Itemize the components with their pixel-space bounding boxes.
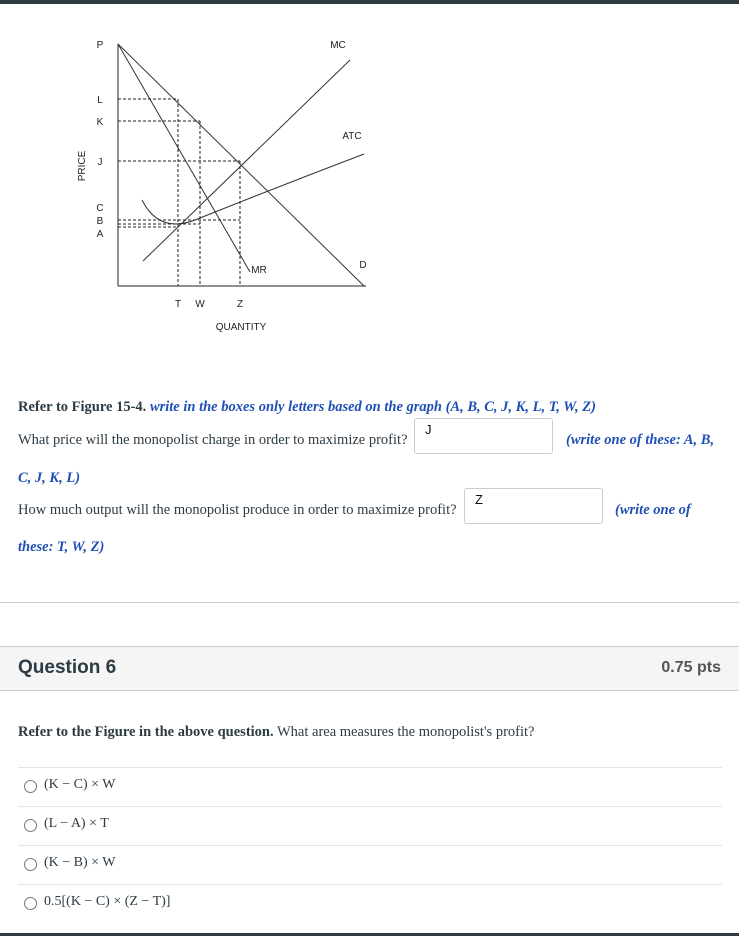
- answer-option-label: (L − A) × T: [44, 816, 109, 831]
- answer-option-label: 0.5[(K − C) × (Z − T)]: [44, 894, 171, 909]
- question-points: 0.75 pts: [661, 659, 721, 676]
- monopoly-figure: [0, 4, 400, 344]
- answer-option[interactable]: [18, 767, 722, 806]
- q5-intro: [18, 397, 596, 417]
- q6-prompt-rest: What area measures the monopolist's profit?: [273, 724, 535, 740]
- price-label-c: C: [96, 203, 104, 214]
- qty-label-w: W: [195, 299, 205, 310]
- answer-option[interactable]: [18, 806, 722, 845]
- q5-output-question: How much output will the monopolist produce in order to maximize profit?: [18, 502, 457, 518]
- q5-price-hint-2: C, J, K, L): [18, 470, 81, 486]
- answer-option[interactable]: [18, 884, 722, 930]
- atc-label: ATC: [342, 131, 362, 142]
- q5-price-question: What price will the monopolist charge in order to maximize profit?: [18, 432, 408, 448]
- q5-output-hint-2: these: T, W, Z): [18, 539, 105, 555]
- radio-button[interactable]: [24, 897, 37, 910]
- radio-button[interactable]: [24, 858, 37, 871]
- qty-label-t: T: [174, 299, 182, 310]
- radio-button[interactable]: [24, 819, 37, 832]
- q5-output-hint-1: (write one of: [615, 502, 691, 518]
- answer-option[interactable]: [18, 845, 722, 884]
- price-label-l: L: [97, 95, 103, 106]
- mr-curve: [118, 44, 250, 272]
- q6-prompt: [18, 722, 534, 742]
- price-label-a: A: [96, 229, 104, 240]
- divider: [0, 602, 739, 603]
- atc-curve: [142, 154, 364, 224]
- answer-option-label: (K − B) × W: [44, 855, 116, 870]
- q5-price-hint-1: (write one of these: A, B,: [566, 432, 715, 448]
- price-label-p: P: [96, 40, 104, 51]
- axis-x-label: QUANTITY: [215, 322, 267, 333]
- mc-label: MC: [330, 40, 346, 51]
- question-6-header: [0, 646, 739, 691]
- axis-y-label: PRICE: [77, 150, 88, 182]
- d-label: D: [359, 260, 367, 271]
- answer-option-label: (K − C) × W: [44, 777, 116, 792]
- q6-prompt-bold: Refer to the Figure in the above question.: [18, 724, 274, 740]
- mr-label: MR: [251, 265, 267, 276]
- price-label-j: J: [97, 157, 103, 168]
- output-answer-input[interactable]: Z: [464, 488, 603, 524]
- price-label-b: B: [96, 216, 104, 227]
- qty-label-z: Z: [236, 299, 244, 310]
- price-answer-input[interactable]: J: [414, 418, 553, 454]
- radio-button[interactable]: [24, 780, 37, 793]
- question-title: Question 6: [18, 657, 117, 678]
- q5-intro-bold: Refer to Figure 15-4.: [18, 399, 147, 415]
- price-label-k: K: [96, 117, 104, 128]
- q5-intro-instruction: write in the boxes only letters based on the graph (A, B, C, J, K, L, T, W, Z): [149, 399, 596, 415]
